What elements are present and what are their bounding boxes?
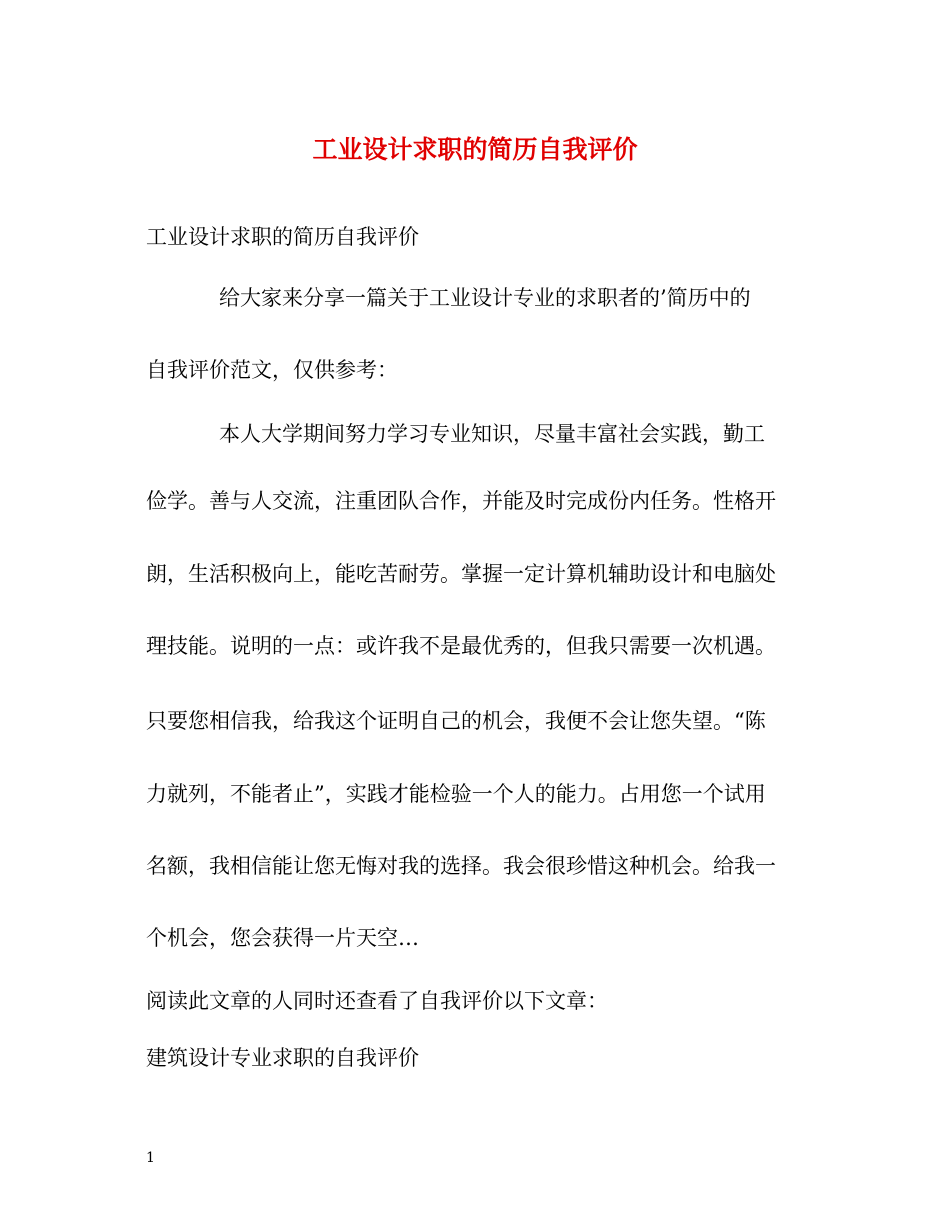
related-heading: 阅读此文章的人同时还查看了自我评价以下文章： (146, 989, 608, 1013)
intro-line-1: 给大家来分享一篇关于工业设计专业的求职者的’简历中的 (219, 286, 751, 310)
body-line-2: 俭学。善与人交流，注重团队合作，并能及时完成份内任务。性格开 (146, 489, 776, 513)
subtitle-line: 工业设计求职的简历自我评价 (146, 225, 419, 249)
body-line-1: 本人大学期间努力学习专业知识，尽量丰富社会实践，勤工 (219, 422, 765, 446)
related-article-link[interactable]: 建筑设计专业求职的自我评价 (146, 1046, 419, 1070)
body-line-7: 名额，我相信能让您无悔对我的选择。我会很珍惜这种机会。给我一 (146, 854, 776, 878)
body-line-5: 只要您相信我，给我这个证明自己的机会，我便不会让您失望。“陈 (146, 709, 766, 733)
body-line-6: 力就列，不能者止”，实践才能检验一个人的能力。占用您一个试用 (146, 782, 766, 806)
body-line-3: 朗，生活积极向上，能吃苦耐劳。掌握一定计算机辅助设计和电脑处 (146, 562, 776, 586)
intro-line-2: 自我评价范文，仅供参考： (146, 358, 398, 382)
page-title: 工业设计求职的简历自我评价 (312, 135, 638, 164)
page-number: 1 (146, 1150, 155, 1166)
body-line-4: 理技能。说明的一点：或许我不是最优秀的，但我只需要一次机遇。 (146, 634, 776, 658)
body-line-8: 个机会，您会获得一片天空… (146, 926, 419, 950)
